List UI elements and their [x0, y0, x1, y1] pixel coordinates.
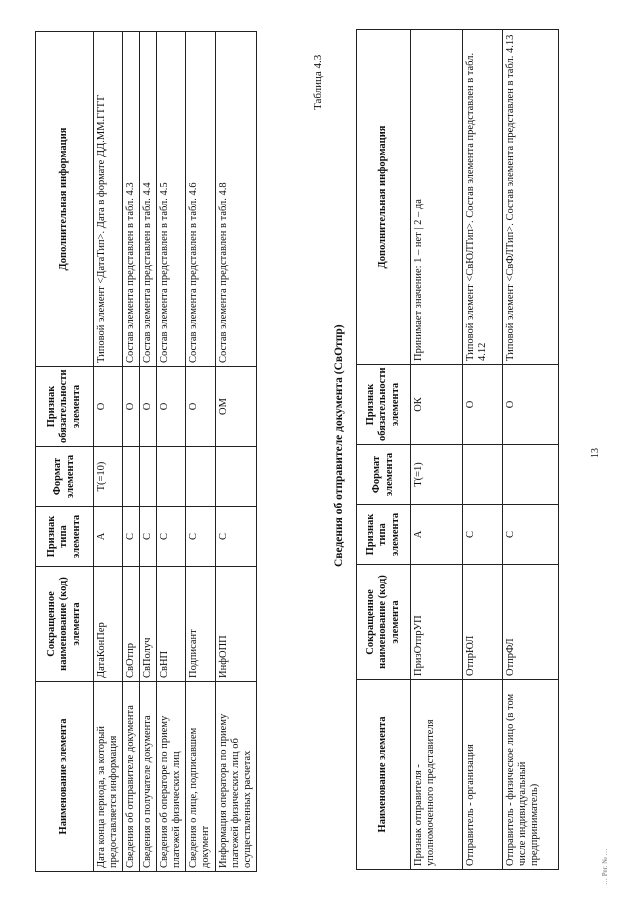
- cell: [463, 445, 503, 505]
- cell: Состав элемента представлен в табл. 4.4: [140, 32, 157, 367]
- col-header: Наименование элемента: [36, 682, 94, 872]
- cell: [186, 447, 215, 507]
- table-row: [503, 30, 559, 870]
- cell: [157, 447, 186, 507]
- col-header: Признак обязательности элемента: [36, 367, 94, 447]
- table-header-row: [357, 30, 411, 870]
- cell: ОтпрФЛ: [503, 565, 559, 680]
- col-header: Формат элемента: [36, 447, 94, 507]
- cell: Типовой элемент <ДатаТип>. Дата в формате ДД.ММ.ГГГГ: [94, 32, 123, 367]
- cell: О: [94, 367, 123, 447]
- table-number: Таблица 4.3: [312, 54, 324, 110]
- cell: Типовой элемент <СвЮЛТип>. Состав элемента представлен в табл. 4.12: [463, 30, 503, 365]
- col-header: Дополнительная информация: [357, 30, 411, 365]
- cell: [215, 447, 256, 507]
- cell: ОтпрЮЛ: [463, 565, 503, 680]
- cell: СвОтпр: [123, 567, 140, 682]
- col-header: Признак типа элемента: [36, 507, 94, 567]
- cell: Подписант: [186, 567, 215, 682]
- col-header: Сокращенное наименование (код) элемента: [36, 567, 94, 682]
- cell: ОК: [411, 365, 463, 445]
- col-header: Сокращенное наименование (код) элемента: [357, 565, 411, 680]
- cell: Состав элемента представлен в табл. 4.8: [215, 32, 256, 367]
- table-row: [157, 32, 186, 872]
- cell: Сведения о получателе документа: [140, 682, 157, 872]
- table-row: [215, 32, 256, 872]
- cell: С: [140, 507, 157, 567]
- col-header: Признак обязательности элемента: [357, 365, 411, 445]
- cell: О: [123, 367, 140, 447]
- cell: Состав элемента представлен в табл. 4.3: [123, 32, 140, 367]
- cell: T(=10): [94, 447, 123, 507]
- cell: Сведения о лице, подписавшем документ: [186, 682, 215, 872]
- col-header: Признак типа элемента: [357, 505, 411, 565]
- cell: [140, 447, 157, 507]
- table-row: [94, 32, 123, 872]
- col-header: Наименование элемента: [357, 680, 411, 870]
- table-header-row: [36, 32, 94, 872]
- col-header: Формат элемента: [357, 445, 411, 505]
- cell: С: [186, 507, 215, 567]
- cell: Сведения об отправителе документа: [123, 682, 140, 872]
- cell: С: [215, 507, 256, 567]
- page-number: 13: [590, 448, 601, 458]
- elements-table: [35, 31, 257, 872]
- cell: СвНП: [157, 567, 186, 682]
- cell: ОМ: [215, 367, 256, 447]
- table-row: [411, 30, 463, 870]
- cell: ПризОтпрУП: [411, 565, 463, 680]
- cell: СвПолуч: [140, 567, 157, 682]
- cell: Состав элемента представлен в табл. 4.6: [186, 32, 215, 367]
- cell: О: [463, 365, 503, 445]
- cell: [123, 447, 140, 507]
- cell: T(=1): [411, 445, 463, 505]
- cell: О: [186, 367, 215, 447]
- cell: Состав элемента представлен в табл. 4.5: [157, 32, 186, 367]
- cell: С: [503, 505, 559, 565]
- table-row: [186, 32, 215, 872]
- cell: О: [140, 367, 157, 447]
- cell: Отправитель - организация: [463, 680, 503, 870]
- cell: [503, 445, 559, 505]
- cell: Отправитель - физическое лицо (в том числе индивидуальный предприниматель): [503, 680, 559, 870]
- cell: Дата конца периода, за который предоставляется информация: [94, 682, 123, 872]
- cell: С: [157, 507, 186, 567]
- cell: О: [157, 367, 186, 447]
- table-row: [140, 32, 157, 872]
- cell: О: [503, 365, 559, 445]
- cell: Принимает значение: 1 – нет | 2 – да: [411, 30, 463, 365]
- sender-table: [356, 29, 559, 870]
- col-header: Дополнительная информация: [36, 32, 94, 367]
- cell: ДатаКонПер: [94, 567, 123, 682]
- margin-note: … Рег. № …: [601, 848, 609, 885]
- table-row: [463, 30, 503, 870]
- table-title: Сведения об отправителе документа (СвОтпр): [333, 324, 345, 567]
- cell: А: [94, 507, 123, 567]
- cell: Информация оператора по приему платежей физических лиц об осуществленных расчетах: [215, 682, 256, 872]
- cell: ИнфОПП: [215, 567, 256, 682]
- table-row: [123, 32, 140, 872]
- cell: Сведения об операторе по приему платежей физических лиц: [157, 682, 186, 872]
- cell: Признак отправителя - уполномоченного представителя: [411, 680, 463, 870]
- cell: А: [411, 505, 463, 565]
- cell: С: [123, 507, 140, 567]
- cell: С: [463, 505, 503, 565]
- cell: Типовой элемент <СвФЛТип>. Состав элемента представлен в табл. 4.13: [503, 30, 559, 365]
